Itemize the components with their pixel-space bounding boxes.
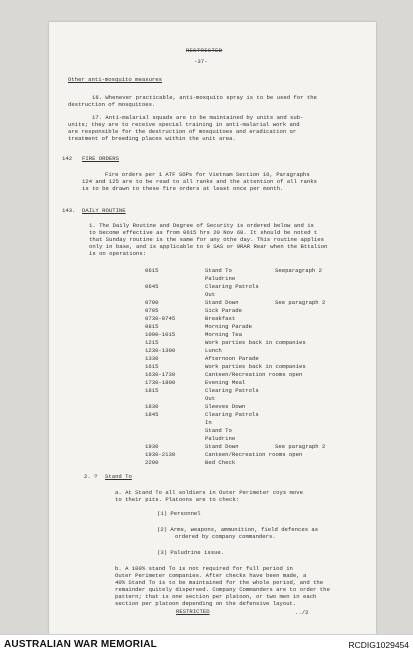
check-item-paludrine: (3) Paludrine issue. — [157, 549, 225, 556]
routine-time: 1230-1300 — [145, 347, 176, 354]
routine-time: 1730-1800 — [145, 379, 176, 386]
routine-event: Work parties back in companies — [205, 363, 306, 370]
routine-note: See paragraph 2 — [275, 443, 326, 450]
routine-event: Morning Tea — [205, 331, 242, 338]
routine-event: Breakfast — [205, 315, 236, 322]
para-17-line: are responsible for the destruction of mosquitoes and eradication or — [68, 128, 297, 135]
routine-event: Stand Down — [205, 299, 239, 306]
stand-to-b-line: remainder quitely dispersed. Company Commanders are to order the — [115, 586, 330, 593]
fire-orders-line: Fire orders per 1 ATF SOPs for Vietnam Section 10, Paragraphs — [105, 171, 310, 178]
routine-time: 2200 — [145, 459, 159, 466]
routine-event: In — [205, 419, 212, 426]
para-17-line: 17. Anti-malarial squads are to be maintained by units and sub- — [92, 114, 304, 121]
routine-event: Canteen/Recreation rooms open — [205, 451, 303, 458]
para-16-line: 16. Whenever practicable, anti-mosquito spray is to be used for the — [92, 94, 317, 101]
page-number: -37- — [194, 58, 208, 65]
other-measures-heading: Other anti-mosquito measures — [68, 76, 162, 83]
stand-to-b-line: b. A 100% stand To is not required for full period in — [115, 565, 293, 572]
routine-time: 1330 — [145, 355, 159, 362]
fire-orders-line: is to be drawn to these fire orders at least once per month. — [82, 185, 284, 192]
continued-marker: ../2 — [295, 609, 309, 616]
para-16-line: destruction of mosquitoes. — [68, 101, 156, 108]
routine-event: Evening Meal — [205, 379, 246, 386]
check-item-arms: ordered by company commanders. — [175, 533, 276, 540]
header-restricted-stamp: RESTRICTED — [186, 48, 223, 54]
section-142-number: 142 — [62, 155, 73, 162]
para-17-line: treatment of breeding places within the unit area. — [68, 135, 236, 142]
para-17-line: units; they are to receive special training in anti-malarial work and — [68, 121, 300, 128]
routine-time: 0730-0745 — [145, 315, 176, 322]
routine-time: 1630-1730 — [145, 371, 176, 378]
routine-event: Canteen/Recreation rooms open — [205, 371, 303, 378]
routine-event: Paludrine — [205, 275, 236, 282]
routine-time: 1215 — [145, 339, 159, 346]
routine-time: 0645 — [145, 283, 159, 290]
check-item-arms: (2) Arms, weapons, ammunition, field defences as — [157, 526, 319, 533]
routine-time: 1930-2130 — [145, 451, 176, 458]
section-143-number: 143. — [62, 207, 76, 214]
daily-routine-line: only in base, and is applicable to 9 SAS or 9RAR Rear when the Bttalion — [89, 243, 328, 250]
routine-time: 1930 — [145, 443, 159, 450]
footer-restricted-stamp: RESTRICTED — [176, 608, 210, 615]
routine-time: 0615 — [145, 267, 159, 274]
routine-note: Seeparagraph 2 — [275, 267, 322, 274]
routine-event: Sleeves Down — [205, 403, 246, 410]
routine-note: See paragraph 2 — [275, 299, 326, 306]
routine-event: Out — [205, 395, 216, 402]
routine-event: Work parties back in companies — [205, 339, 306, 346]
routine-event: Afternoon Parade — [205, 355, 259, 362]
routine-time: 0815 — [145, 323, 159, 330]
routine-time: 1000-1015 — [145, 331, 176, 338]
stand-to-number: 2. ? — [84, 473, 98, 480]
routine-event: Stand To — [205, 427, 232, 434]
stand-to-a-line: a. At Stand To all soldiers in Outer Perimeter coys move — [115, 489, 303, 496]
daily-routine-line: is on operations: — [89, 250, 147, 257]
daily-routine-line: 1. The Daily Routine and Degree of Security is ordered below and is — [89, 222, 314, 229]
stand-to-b-line: 40% Stand To is to be maintained for the whole period, and the — [115, 579, 324, 586]
routine-event: Sick Parade — [205, 307, 242, 314]
routine-event: Out — [205, 291, 216, 298]
routine-event: Bed Check — [205, 459, 236, 466]
routine-event: Morning Parade — [205, 323, 252, 330]
check-item-personnel: (1) Personnel — [157, 510, 201, 517]
document-page — [49, 22, 376, 634]
routine-time: 1830 — [145, 403, 159, 410]
routine-time: 0700 — [145, 299, 159, 306]
fire-orders-heading: FIRE ORDERS — [82, 155, 119, 162]
stand-to-b-line: pattern; that is one section per platoon, or two men in each — [115, 593, 317, 600]
stand-to-b-line: section per platoon depending on the defensive layout. — [115, 600, 297, 607]
routine-event: Stand To — [205, 267, 232, 274]
archive-reference: RCDIG1029454 — [348, 640, 409, 650]
stand-to-b-line: Outer Perimeter companies. After checks have been made, a — [115, 572, 307, 579]
routine-time: 0705 — [145, 307, 159, 314]
stand-to-heading: Stand To — [105, 473, 132, 480]
routine-event: Lunch — [205, 347, 222, 354]
routine-event: Stand Down — [205, 443, 239, 450]
fire-orders-line: 124 and 125 are to be read to all ranks and the attention of all ranks — [82, 178, 317, 185]
daily-routine-heading: DAILY ROUTINE — [82, 207, 126, 214]
archive-footer — [0, 634, 413, 655]
daily-routine-line: to become effective as from 0615 hrs 20 Nov 68. It should be noted t — [89, 229, 318, 236]
stand-to-a-line: to their pits. Platoons are to check: — [115, 496, 240, 503]
routine-time: 1815 — [145, 387, 159, 394]
routine-time: 1845 — [145, 411, 159, 418]
archive-name: AUSTRALIAN WAR MEMORIAL — [4, 639, 157, 650]
daily-routine-line: that Sunday routine is the same for any othe day. This routine applies — [89, 236, 324, 243]
routine-event: Clearing Patrols — [205, 411, 259, 418]
routine-event: Paludrine — [205, 435, 236, 442]
routine-event: Clearing Patrols — [205, 387, 259, 394]
routine-event: Clearing Patrols — [205, 283, 259, 290]
routine-time: 1615 — [145, 363, 159, 370]
